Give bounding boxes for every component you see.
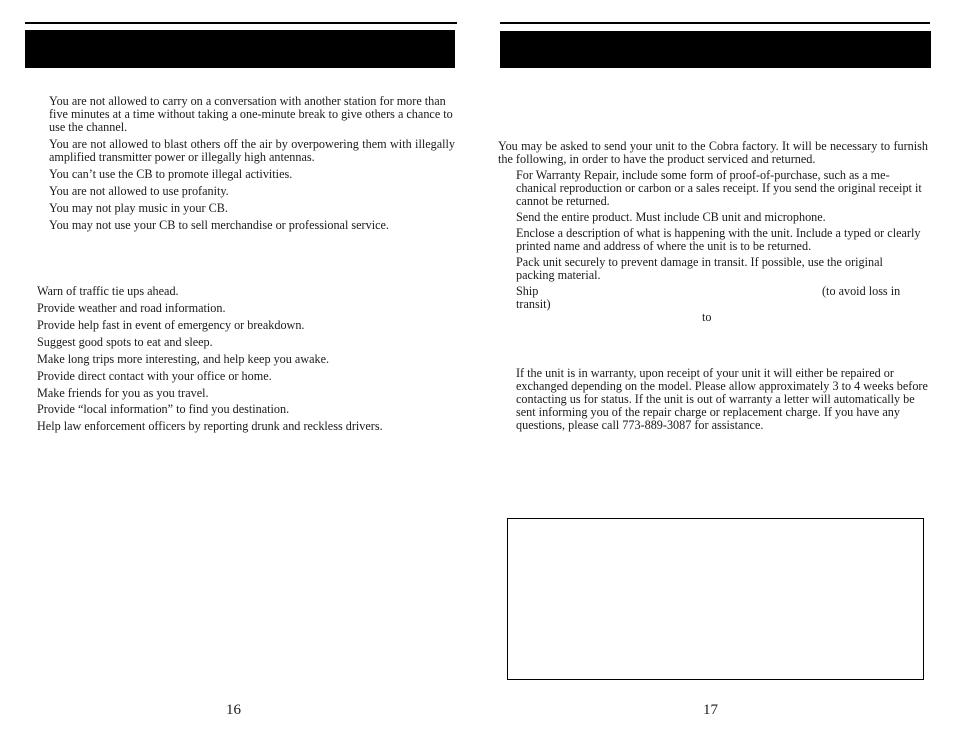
page-number-right: 17 — [703, 702, 718, 718]
right-header-bar — [500, 31, 931, 68]
benefit-item: Make long trips more interesting, and help keep you awake. — [37, 352, 330, 366]
prohibition-item: You may not play music in your CB. — [49, 201, 228, 215]
left-top-rule — [25, 22, 457, 24]
prohibition-item: You are not allowed to blast others off the air by overpowering them with illegally amplified transmitter power or illegally high antennas. — [49, 137, 455, 164]
ship-to: to — [702, 310, 712, 324]
prohibition-item: You may not use your CB to sell merchandise or professional service. — [49, 218, 389, 232]
ship-transit: transit) — [516, 297, 551, 311]
benefit-item: Provide direct contact with your office or home. — [37, 369, 272, 383]
prohibition-item: You can’t use the CB to promote illegal activities. — [49, 167, 293, 181]
warranty-paragraph: If the unit is in warranty, upon receipt of your unit it will either be repaired or exchanged depending on the model. Please allow approximately 3 to 4 weeks before contacting us for status. If the unit is out of warranty a letter will automatically be sent informing you of the repair charge or replacement charge. If you have any questions, please call 773-889-3087 for assistance. — [516, 366, 928, 432]
service-step: Enclose a description of what is happening with the unit. Include a typed or clearly printed name and address of where the unit is to be returned. — [516, 226, 921, 253]
service-step: For Warranty Repair, include some form of proof-of-purchase, such as a me- chanical reproduction or carbon or a sales receipt. If you send the original receipt it cannot be returned. — [516, 168, 922, 208]
benefit-item: Provide help fast in event of emergency or breakdown. — [37, 318, 305, 332]
blank-info-box — [507, 518, 924, 680]
ship-tail: (to avoid loss in — [822, 284, 901, 298]
benefit-item: Help law enforcement officers by reporting drunk and reckless drivers. — [37, 419, 383, 433]
benefit-item: Warn of traffic tie ups ahead. — [37, 284, 179, 298]
right-top-rule — [500, 22, 930, 24]
prohibition-item: You are not allowed to use profanity. — [49, 184, 229, 198]
service-step: Send the entire product. Must include CB unit and microphone. — [516, 210, 826, 224]
left-header-bar — [25, 30, 455, 68]
prohibition-item: You are not allowed to carry on a conversation with another station for more than five minutes at a time without taking a one-minute break to give others a chance to use the channel. — [49, 94, 453, 134]
ship-word: Ship — [516, 284, 539, 298]
service-step: Pack unit securely to prevent damage in transit. If possible, use the original packing material. — [516, 255, 883, 282]
service-intro: You may be asked to send your unit to the Cobra factory. It will be necessary to furnish the following, in order to have the product serviced and returned. — [498, 139, 928, 166]
benefit-item: Provide weather and road information. — [37, 301, 226, 315]
page-number-left: 16 — [226, 702, 241, 718]
benefit-item: Make friends for you as you travel. — [37, 386, 209, 400]
benefit-item: Suggest good spots to eat and sleep. — [37, 335, 213, 349]
benefit-item: Provide “local information” to find you destination. — [37, 402, 290, 416]
